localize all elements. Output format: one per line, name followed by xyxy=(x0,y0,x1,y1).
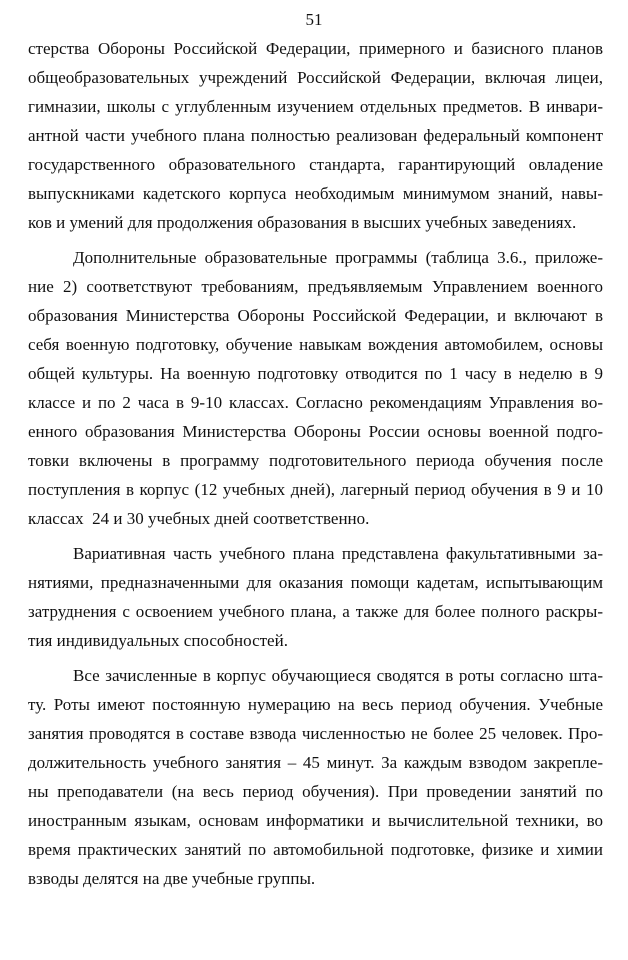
text-line: нятиями, предназначенными для оказания помощи кадетам, испытывающим xyxy=(28,573,603,592)
text-line: взводы делятся на две учебные группы. xyxy=(28,869,316,888)
text-line: время практических занятий по автомобильной подготовке, физике и химии xyxy=(28,840,603,859)
text-line: общей культуры. На военную подготовку отводится по 1 часу в неделю в 9 xyxy=(28,364,603,383)
page-number: 51 xyxy=(305,10,323,29)
text-line: классе и по 2 часа в 9-10 классах. Согласно рекомендациям Управления во- xyxy=(28,393,603,412)
text-line: Вариативная часть учебного плана представлена факультативными за- xyxy=(73,544,603,563)
text-line: образования Министерства Обороны Российской Федерации, и включают в xyxy=(28,306,603,325)
text-line: поступления в корпус (12 учебных дней), лагерный период обучения в 9 и 10 xyxy=(28,480,603,499)
text-line: классах 24 и 30 учебных дней соответственно. xyxy=(28,509,370,528)
text-line: затруднения с освоением учебного плана, а также для более полного раскры- xyxy=(28,602,603,621)
text-line: гимназии, школы с углубленным изучением отдельных предметов. В инвари- xyxy=(28,97,603,116)
paragraph xyxy=(28,243,603,533)
text-line: енного образования Министерства Обороны России основы военной подго- xyxy=(28,422,603,441)
text-line: государственного образовательного стандарта, гарантирующий овладение xyxy=(28,155,603,174)
text-line: ны преподаватели (на весь период обучения). При проведении занятий по xyxy=(28,782,603,801)
text-line: иностранным языкам, основам информатики и вычислительной техники, во xyxy=(28,811,603,830)
text-line: тия индивидуальных способностей. xyxy=(28,631,288,650)
paragraph xyxy=(28,34,603,237)
text-line: общеобразовательных учреждений Российской Федерации, включая лицеи, xyxy=(28,68,603,87)
text-line: стерства Обороны Российской Федерации, примерного и базисного планов xyxy=(28,39,603,58)
text-line: антной части учебного плана полностью реализован федеральный компонент xyxy=(28,126,603,145)
text-line: должительность учебного занятия – 45 минут. За каждым взводом закрепле- xyxy=(28,753,603,772)
text-line: ту. Роты имеют постоянную нумерацию на весь период обучения. Учебные xyxy=(28,695,603,714)
text-line: выпускниками кадетского корпуса необходимым минимумом знаний, навы- xyxy=(28,184,603,203)
text-line: ние 2) соответствуют требованиям, предъявляемым Управлением военного xyxy=(28,277,603,296)
text-line: ков и умений для продолжения образования в высших учебных заведениях. xyxy=(28,213,577,232)
text-line: себя военную подготовку, обучение навыкам вождения автомобилем, основы xyxy=(28,335,603,354)
paragraph xyxy=(28,539,603,655)
text-line: товки включены в программу подготовительного периода обучения после xyxy=(28,451,603,470)
paragraph xyxy=(28,661,603,893)
text-line: Дополнительные образовательные программы (таблица 3.6., приложе- xyxy=(73,248,603,267)
text-line: занятия проводятся в составе взвода численностью не более 25 человек. Про- xyxy=(28,724,603,743)
text-line: Все зачисленные в корпус обучающиеся сводятся в роты согласно шта- xyxy=(73,666,603,685)
body-text xyxy=(28,34,603,893)
